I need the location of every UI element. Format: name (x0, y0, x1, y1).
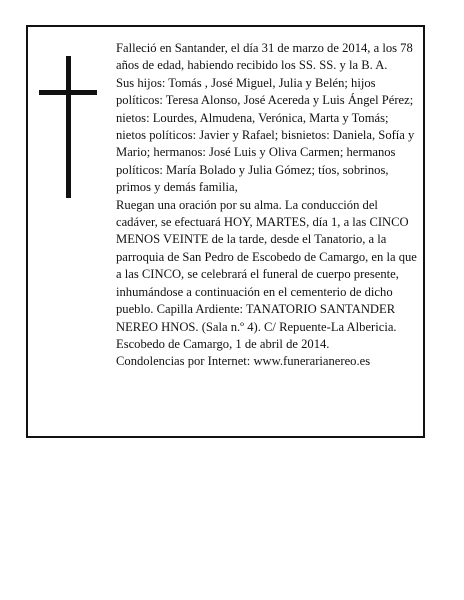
condolences-line: Condolencias por Internet: www.funerarianereo.es (116, 354, 371, 369)
latin-cross-icon (39, 56, 97, 198)
cross-horizontal-bar (39, 90, 97, 95)
obituary-notice (26, 25, 425, 438)
obituary-text (116, 40, 419, 371)
funeral-details: Ruegan una oración por su alma. La conducción del cadáver, se efectuará HOY, MARTES, día 1, a las CINCO MENOS VEINTE de la tarde, desde el Tanatorio, a la parroquia de San Pedro de Escobedo de Camargo, en la que a las CINCO, se celebrará el funeral de cuerpo presente, inhumándose a continuación en el cementerio de dicho pueblo. Capilla Ardiente: TANATORIO SANTANDER NEREO HNOS. (Sala n.º 4). C/ Repuente-La Albericia. (116, 197, 417, 334)
cross-vertical-bar (66, 56, 71, 198)
death-announcement: Falleció en Santander, el día 31 de marzo de 2014, a los 78 años de edad, habiendo recibido los SS. SS. y la B. A. (116, 41, 413, 73)
family-list: Sus hijos: Tomás , José Miguel, Julia y Belén; hijos políticos: Teresa Alonso, José Acereda y Luis Ángel Pérez; nietos: Lourdes, Almudena, Verónica, Marta y Tomás; nietos políticos: Javier y Rafael; bisnietos: Daniela, Sofía y Mario; hermanos: José Luis y Oliva Carmen; hermanos políticos: María Bolado y Julia Gómez; tíos, sobrinos, primos y demás familia, (116, 75, 415, 195)
place-date: Escobedo de Camargo, 1 de abril de 2014. (116, 336, 330, 351)
